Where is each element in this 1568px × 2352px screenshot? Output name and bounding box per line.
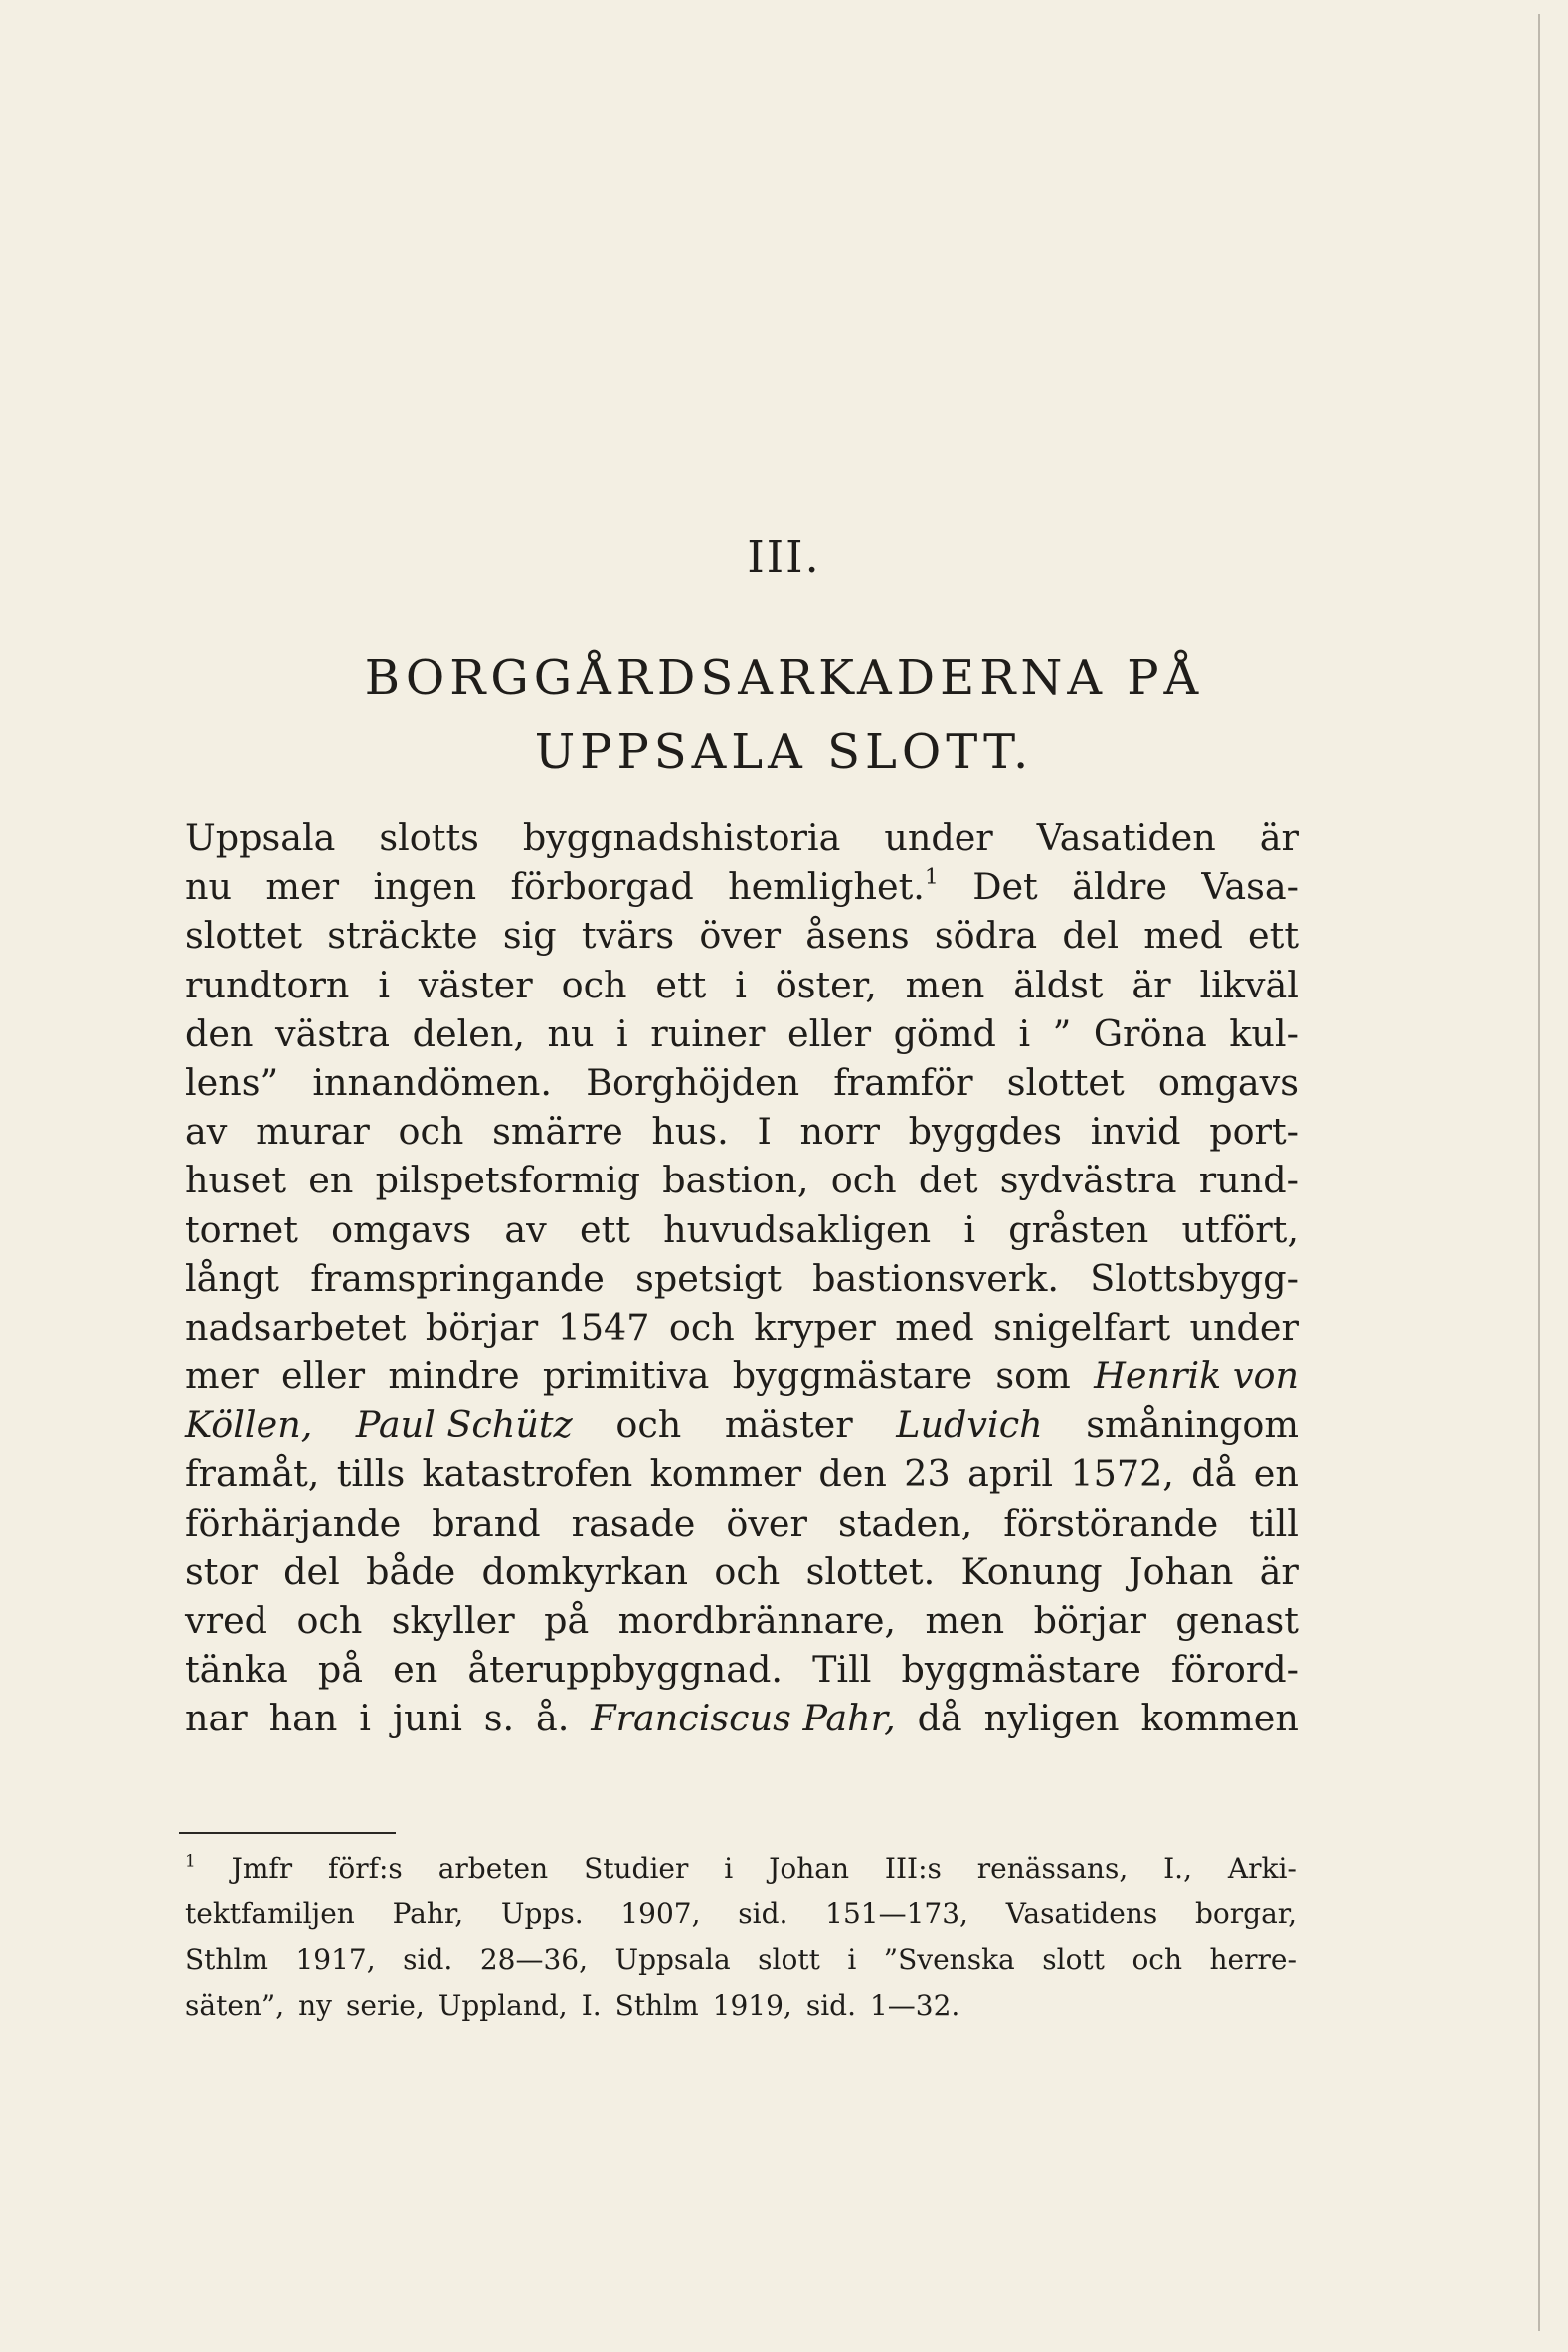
word: förhärjande [185,1501,402,1544]
word: och [1132,1943,1183,1976]
word: mer [185,1355,259,1398]
word: Uppland, [437,1989,568,2022]
footnote [185,1846,1297,2029]
word: omgavs [1157,1060,1299,1104]
word: norr [799,1110,880,1154]
word: rund- [1198,1159,1299,1202]
word: till [1249,1501,1299,1544]
word: domkyrkan [481,1549,689,1593]
text-line [185,1547,1299,1596]
footnote-mark: 1 [924,864,939,890]
word: nadsarbetet [185,1305,407,1349]
word: och [668,1305,735,1349]
word: omgavs [331,1207,472,1251]
word: av [185,1110,228,1154]
word: äldst [1013,963,1104,1006]
word: Jmfr [231,1852,293,1885]
text-line [185,1107,1299,1156]
word: 1547 [557,1305,650,1349]
word: sid. [403,1943,453,1976]
word: Uppsala [185,816,336,859]
word: mordbrännare, [617,1599,897,1642]
word: ett [655,963,707,1006]
word: södra [934,914,1038,958]
word: sig [502,914,557,958]
word: den [185,1011,254,1055]
word: Arki- [1227,1852,1297,1885]
word: del [1062,914,1119,958]
word: port- [1209,1110,1299,1154]
word: ruiner [650,1011,766,1055]
word: I., [1163,1852,1192,1885]
text-line [185,1846,1297,1892]
word: rasade [571,1501,696,1544]
word: Pahr, [392,1898,464,1930]
word: i [378,963,390,1006]
word: Till [812,1648,872,1692]
word: hemlighet.$^1$ [728,864,939,909]
word: framför [833,1060,973,1104]
word: åsens [805,914,910,958]
word: slottet [185,914,302,958]
chapter-title-line-1: BORGGÅRDSARKADERNA PÅ [364,650,1204,706]
word: Det [972,865,1038,909]
word: skyller [391,1599,515,1642]
chapter-title [0,641,1568,789]
italic-name: Franciscus Pahr, [591,1697,896,1740]
word: är [1259,1549,1299,1593]
word: mäster [724,1403,853,1447]
word: ingen [373,865,477,909]
text-line [185,1645,1299,1694]
word: tektfamiljen [185,1898,355,1930]
text-line [185,1596,1299,1645]
word: den [818,1452,887,1496]
word: Konung [960,1549,1103,1593]
word: förf:s [328,1852,403,1885]
text-line [185,1009,1299,1058]
word: katastrofen [422,1452,633,1496]
text-line [185,1058,1299,1107]
italic-name: Köllen, [185,1403,313,1447]
word: ” [1052,1011,1072,1055]
word: smärre [492,1110,623,1154]
text-line [185,1303,1299,1352]
word: är [1259,816,1299,859]
word: då [917,1697,962,1740]
word: i [724,1852,734,1885]
word: kul- [1229,1011,1299,1055]
word: Slottsbygg- [1090,1256,1299,1300]
word: förstörande [1003,1501,1219,1544]
word: sträckte [327,914,478,958]
word: av [504,1207,547,1251]
word: delen, [412,1011,525,1055]
word: murar [256,1110,370,1154]
word: vred [185,1599,268,1642]
word: Sthlm [185,1943,268,1976]
word: byggdes [908,1110,1063,1154]
word: Sthlm [614,1989,699,2022]
text-line [185,1892,1297,1937]
body-text [185,814,1299,1743]
word [185,1846,196,1892]
word: Upps. [500,1898,584,1930]
footnote-mark: 1 [185,1850,196,1871]
word: ny [298,1989,332,2022]
word: gömd [893,1011,996,1055]
word: en [1253,1452,1299,1496]
word: eller [281,1355,366,1398]
word: slotts [379,816,479,859]
word: över [699,914,782,958]
chapter-number: III. [747,532,821,583]
footnote-rule [179,1832,396,1834]
word: rundtorn [185,963,350,1006]
word: tänka [185,1648,288,1692]
word: juni [392,1697,462,1740]
word: i [963,1207,976,1251]
word: sydvästra [999,1159,1177,1202]
word: västra [275,1011,391,1055]
word: kommen [1140,1697,1299,1740]
word: i [1018,1011,1031,1055]
word: lens” [185,1060,279,1104]
word: april [967,1452,1054,1496]
word: snigelfart [993,1305,1171,1349]
word: renässans, [976,1852,1129,1885]
text-line [185,1499,1299,1547]
word: spetsigt [635,1256,782,1300]
word: sid. [738,1898,788,1930]
word: är [1132,963,1171,1006]
word: 23 [904,1452,951,1496]
word: gråsten [1008,1207,1149,1251]
word: under [1189,1305,1299,1349]
word: invid [1090,1110,1181,1154]
word: huset [185,1159,287,1202]
word: slott [758,1943,820,1976]
word: mindre [388,1355,520,1398]
word: väster [418,963,533,1006]
word: nu [185,865,233,909]
word: mer [265,865,340,909]
word: börjar [425,1305,539,1349]
word: tornet [185,1207,298,1251]
word: i [359,1697,371,1740]
word: både [366,1549,456,1593]
word: Borghöjden [586,1060,800,1104]
word: i [735,963,747,1006]
word: nu [547,1011,595,1055]
word: nar [185,1697,248,1740]
word: och [615,1403,682,1447]
text-line [185,1983,1297,2029]
word: slott [1042,1943,1105,1976]
word: Vasa- [1201,865,1299,909]
text-line [185,1449,1299,1498]
text-line [185,1400,1299,1449]
word: 1917, [295,1943,376,1976]
word: och [714,1549,781,1593]
word: Vasatiden [1036,816,1216,859]
word: 1919, [712,1989,792,2022]
word: byggnadshistoria [522,816,841,859]
text-line [185,911,1299,960]
word: slottet. [805,1549,936,1593]
text-line [185,961,1299,1009]
word: serie, [346,1989,425,2022]
word: under [884,816,993,859]
word: borgar, [1194,1898,1297,1930]
word: tvärs [581,914,675,958]
word: likväl [1199,963,1299,1006]
text-line [185,1205,1299,1254]
word: primitiva [542,1355,710,1398]
word: i [847,1943,857,1976]
word: en [393,1648,438,1692]
word: arbeten [437,1852,549,1885]
word: slottet [1006,1060,1125,1104]
word: på [544,1599,590,1642]
word: och [561,963,627,1006]
word: med [1143,914,1223,958]
word: ”Svenska [883,1943,1015,1976]
word: på [317,1648,364,1692]
word: återuppbyggnad. [467,1648,783,1692]
word: staden, [837,1501,973,1544]
word: han [268,1697,338,1740]
text-line [185,1156,1299,1204]
word: småningom [1086,1403,1299,1447]
text-line [185,1937,1297,1983]
word: långt [185,1256,279,1300]
word: med [895,1305,974,1349]
word: 1907, [620,1898,701,1930]
word: I. [581,1989,602,2022]
word: och [398,1110,464,1154]
word: tills [336,1452,406,1496]
word: utfört, [1181,1207,1299,1251]
word: och [830,1159,897,1202]
word: framspringande [310,1256,605,1300]
word: det [918,1159,978,1202]
word: men [905,963,985,1006]
word: I [757,1110,772,1154]
italic-name: Henrik von [1094,1355,1299,1398]
word: 1572, [1070,1452,1174,1496]
word: Johan [1128,1549,1234,1593]
word: 151—173, [825,1898,968,1930]
word: säten”, [185,1989,285,2022]
word: Uppsala [614,1943,731,1976]
word: bastionsverk. [812,1256,1059,1300]
word: byggmästare [732,1355,973,1398]
word: börjar [1033,1599,1146,1642]
chapter-title-line-2: UPPSALA SLOTT. [534,724,1034,780]
word: förord- [1170,1648,1299,1692]
word: kryper [754,1305,876,1349]
text-line [185,814,1299,862]
word: framåt, [185,1452,320,1496]
word: byggmästare [901,1648,1141,1692]
word: kommer [649,1452,802,1496]
word: Gröna [1093,1011,1207,1055]
word: ett [1248,914,1299,958]
word: Johan [769,1852,849,1885]
text-line [185,1254,1299,1303]
word: genast [1175,1599,1299,1642]
italic-name: Paul Schütz [355,1403,573,1447]
text-line [185,862,1299,911]
word: 28—36, [479,1943,588,1976]
word: Vasatidens [1005,1898,1158,1930]
page-edge-line [1538,14,1540,2331]
word: en [308,1159,354,1202]
word: över [726,1501,807,1544]
word: i [616,1011,628,1055]
word: nyligen [983,1697,1120,1740]
word: och [296,1599,363,1642]
italic-name: Ludvich [896,1403,1043,1447]
word: äldre [1072,865,1167,909]
word: eller [787,1011,872,1055]
word: förborgad [510,865,694,909]
word: bastion, [662,1159,809,1202]
word: del [283,1549,340,1593]
word: s. [483,1697,515,1740]
word: å. [536,1697,570,1740]
text-line [185,1694,1299,1742]
text-line [185,1352,1299,1400]
word: men [925,1599,1005,1642]
word: öster, [775,963,877,1006]
word: 1—32. [869,1989,960,2022]
word: ett [580,1207,630,1251]
word: innandömen. [312,1060,552,1104]
word: hus. [651,1110,729,1154]
word: sid. [805,1989,856,2022]
word: som [995,1355,1071,1398]
word: herre- [1209,1943,1297,1976]
word: då [1191,1452,1237,1496]
word: huvudsakligen [663,1207,932,1251]
word: III:s [884,1852,942,1885]
word: stor [185,1549,258,1593]
word: brand [432,1501,541,1544]
word: pilspetsformig [375,1159,640,1202]
word: Studier [584,1852,689,1885]
